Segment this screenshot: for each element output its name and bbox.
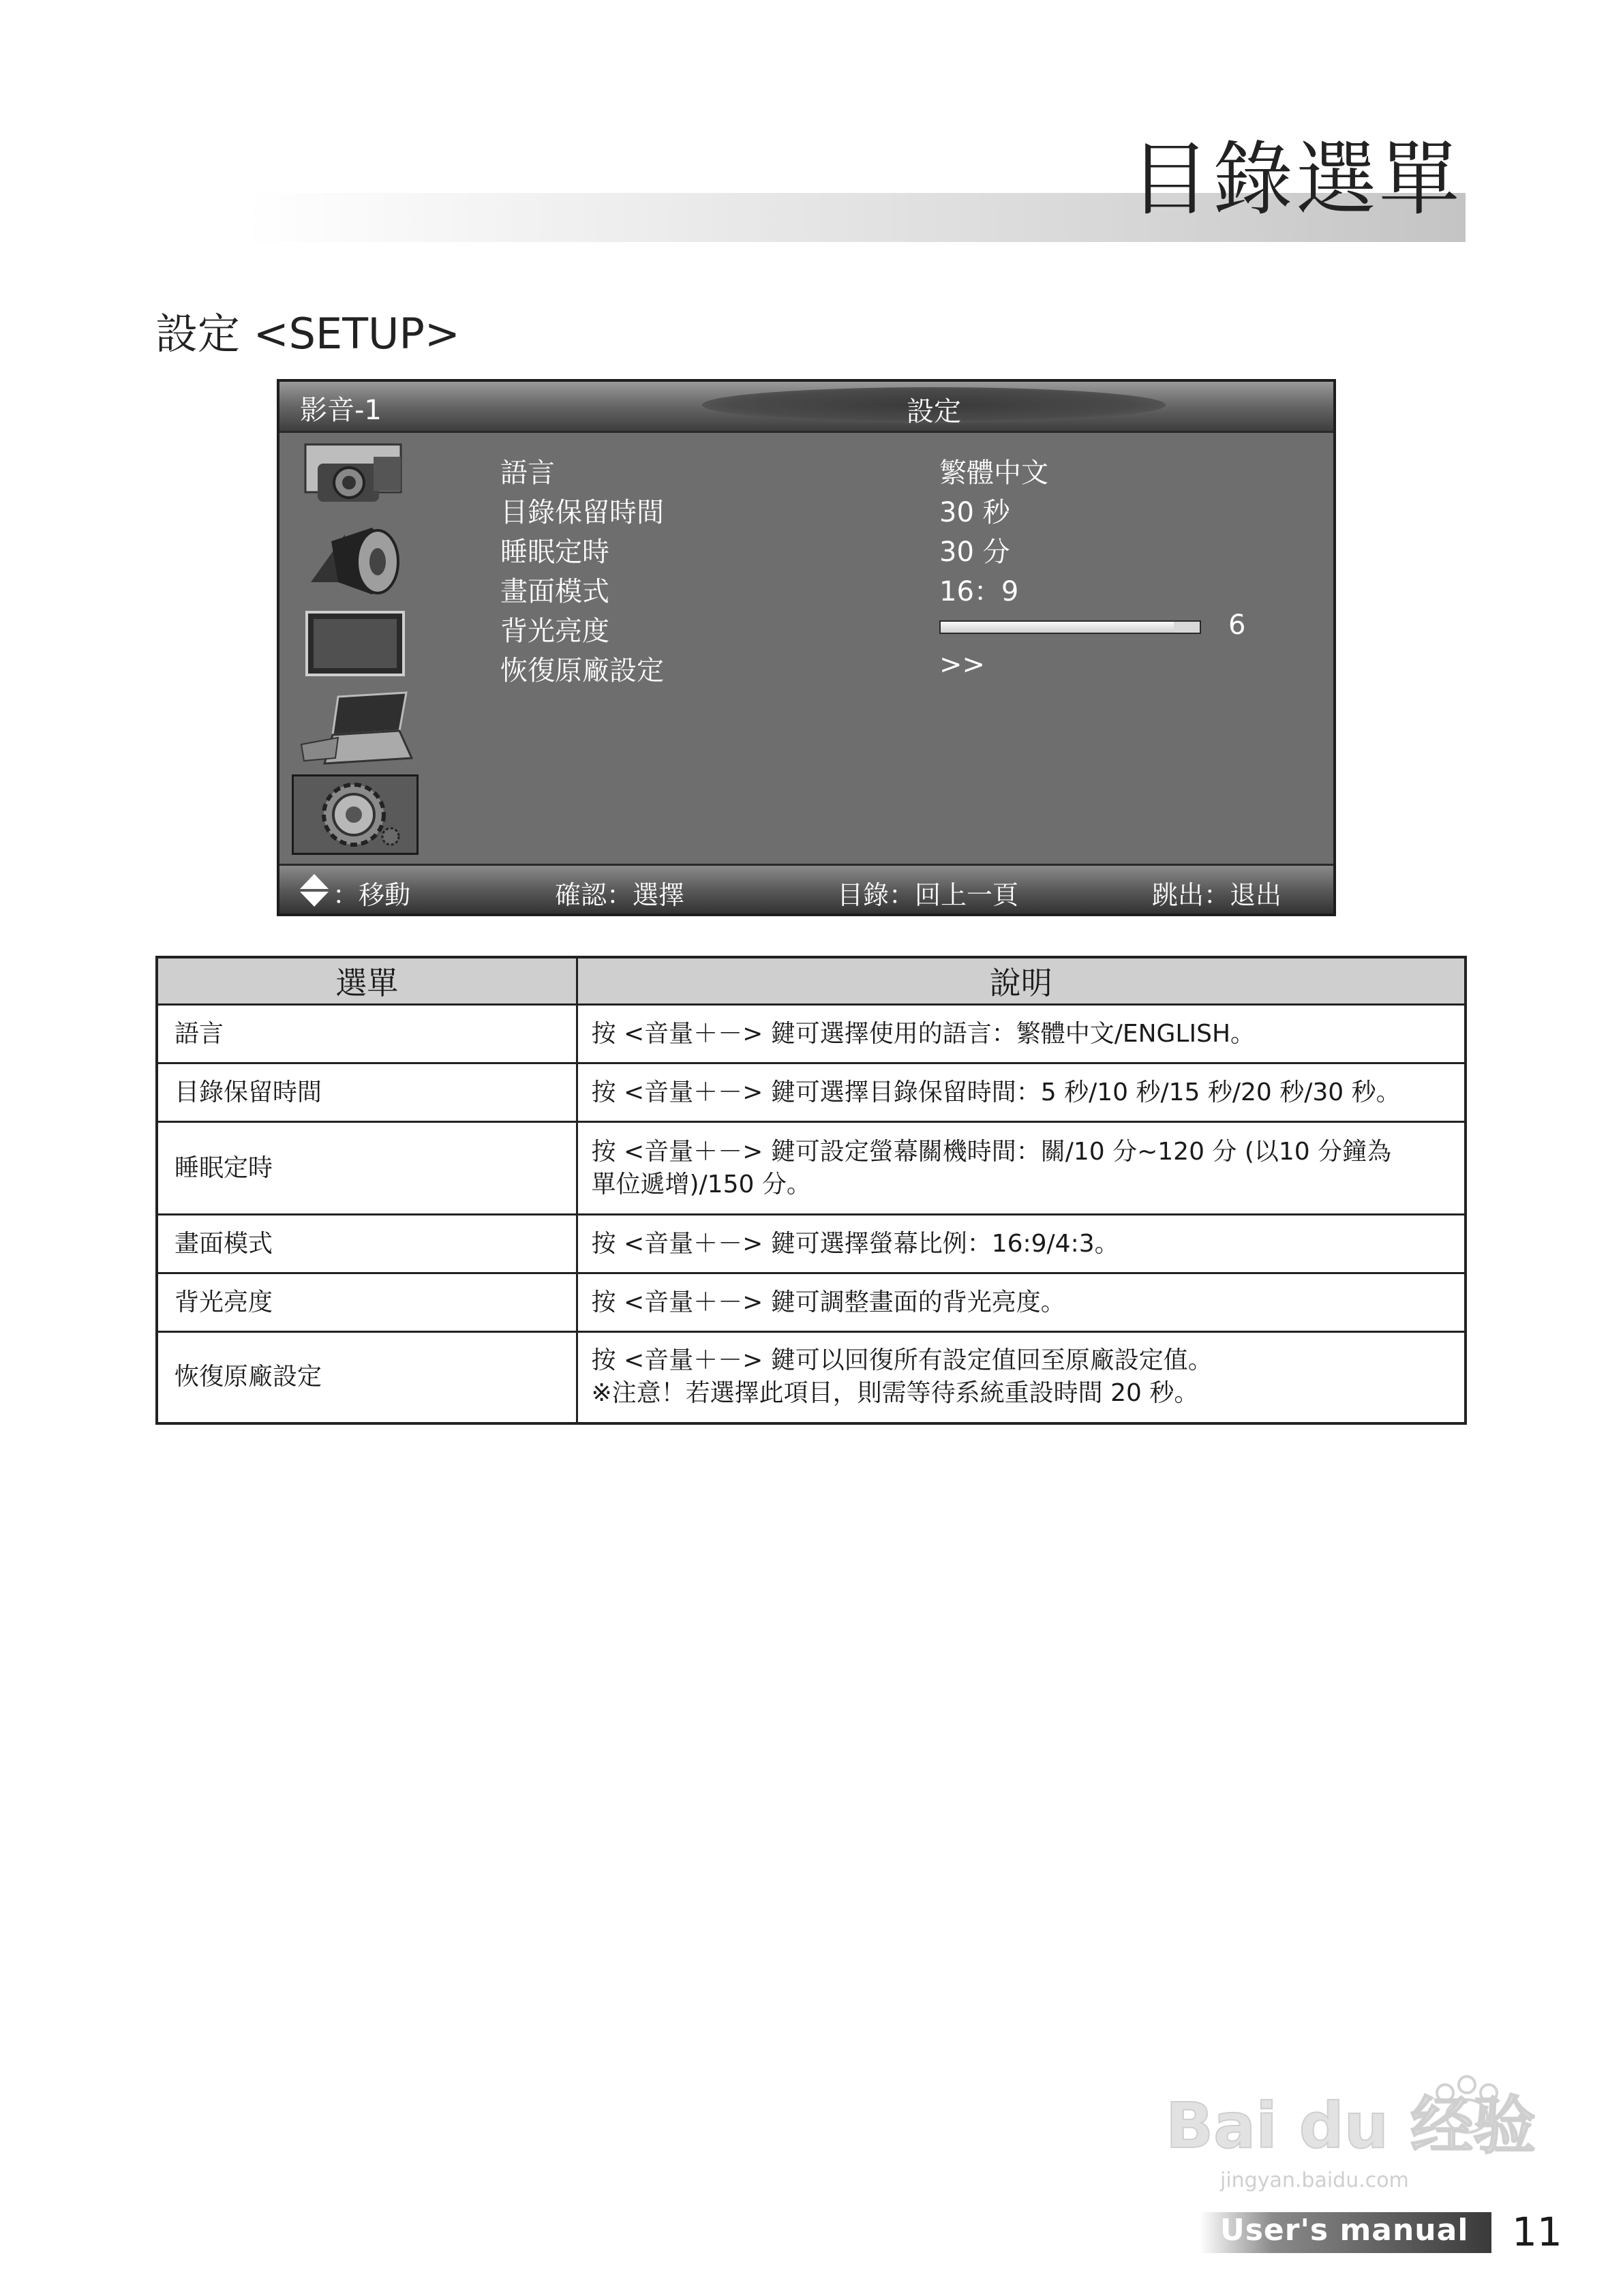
osd-source-label: 影音-1 <box>300 395 382 426</box>
hint-confirm: 確認：選擇 <box>555 880 685 910</box>
hint-menu: 目錄：回上一頁 <box>837 880 1019 910</box>
table-row <box>157 1122 1466 1215</box>
osd-screen <box>277 379 1336 916</box>
section-heading: 設定 <SETUP> <box>155 309 460 359</box>
menu-item-backlight[interactable]: 背光亮度 <box>500 616 609 647</box>
settings-description-table <box>155 956 1467 1425</box>
menu-item-sleep-timer[interactable]: 睡眠定時 <box>500 537 609 568</box>
watermark-url: jingyan.baidu.com <box>1220 2169 1409 2192</box>
row-description <box>577 1063 1466 1122</box>
osd-title: 設定 <box>907 396 961 427</box>
backlight-slider[interactable] <box>939 620 1201 634</box>
osd-menu <box>279 382 1333 913</box>
description-line: 單位遞增)/150 分。 <box>591 1170 811 1198</box>
table-row <box>157 1215 1466 1273</box>
row-description <box>577 1215 1466 1273</box>
menu-value-factory-reset: >> <box>939 649 986 680</box>
backlight-slider-fill <box>941 622 1174 633</box>
row-description <box>577 1122 1466 1215</box>
row-item: 目錄保留時間 <box>157 1063 577 1122</box>
table-header-row <box>157 957 1466 1005</box>
menu-value-backlight: 6 <box>1228 609 1246 641</box>
osd-bottom-bar <box>279 864 1333 913</box>
menu-value-aspect-mode: 16：9 <box>939 576 1019 607</box>
menu-value-language: 繁體中文 <box>939 457 1048 489</box>
row-item: 睡眠定時 <box>157 1122 577 1215</box>
description-line: 按 <音量＋－> 鍵可調整畫面的背光亮度。 <box>591 1288 1065 1316</box>
baidu-watermark-logo <box>1159 2072 1541 2195</box>
menu-item-aspect-mode[interactable]: 畫面模式 <box>500 576 609 607</box>
row-description <box>577 1273 1466 1332</box>
description-line: 按 <音量＋－> 鍵可以回復所有設定值回至原廠設定值。 <box>591 1346 1213 1375</box>
hint-move: ：移動 <box>333 880 411 910</box>
menu-item-language[interactable]: 語言 <box>500 457 555 489</box>
hint-exit: 跳出：退出 <box>1152 880 1282 910</box>
up-down-arrow-icon <box>299 873 330 908</box>
page-number: 11 <box>1512 2209 1562 2255</box>
table-row <box>157 1332 1466 1423</box>
description-line: 按 <音量＋－> 鍵可選擇目錄保留時間：5 秒/10 秒/15 秒/20 秒/30 秒。 <box>591 1078 1401 1106</box>
footer-label: User's manual <box>1220 2213 1469 2248</box>
table-row <box>157 1063 1466 1122</box>
row-description <box>577 1332 1466 1423</box>
menu-value-sleep-timer: 30 分 <box>939 537 1010 568</box>
row-item: 恢復原廠設定 <box>157 1332 577 1423</box>
header-menu: 選單 <box>157 957 577 1005</box>
row-item: 語言 <box>157 1005 577 1063</box>
watermark-text: Bai du 经验 <box>1166 2089 1536 2162</box>
menu-value-menu-timeout: 30 秒 <box>939 497 1010 528</box>
description-line: ※注意！若選擇此項目，則需等待系統重設時間 20 秒。 <box>591 1379 1199 1408</box>
header-description: 說明 <box>577 957 1466 1005</box>
menu-item-factory-reset[interactable]: 恢復原廠設定 <box>500 655 664 686</box>
menu-item-menu-timeout[interactable]: 目錄保留時間 <box>500 497 664 528</box>
row-item: 畫面模式 <box>157 1215 577 1273</box>
row-item: 背光亮度 <box>157 1273 577 1332</box>
table-row <box>157 1273 1466 1332</box>
description-line: 按 <音量＋－> 鍵可選擇使用的語言：繁體中文/ENGLISH。 <box>591 1019 1256 1048</box>
table-row <box>157 1005 1466 1063</box>
description-line: 按 <音量＋－> 鍵可選擇螢幕比例：16:9/4:3。 <box>591 1229 1119 1258</box>
description-line: 按 <音量＋－> 鍵可設定螢幕關機時間：關/10 分~120 分 (以10 分鐘為 <box>591 1137 1392 1166</box>
page-title: 目錄選單 <box>1129 132 1462 226</box>
row-description <box>577 1005 1466 1063</box>
